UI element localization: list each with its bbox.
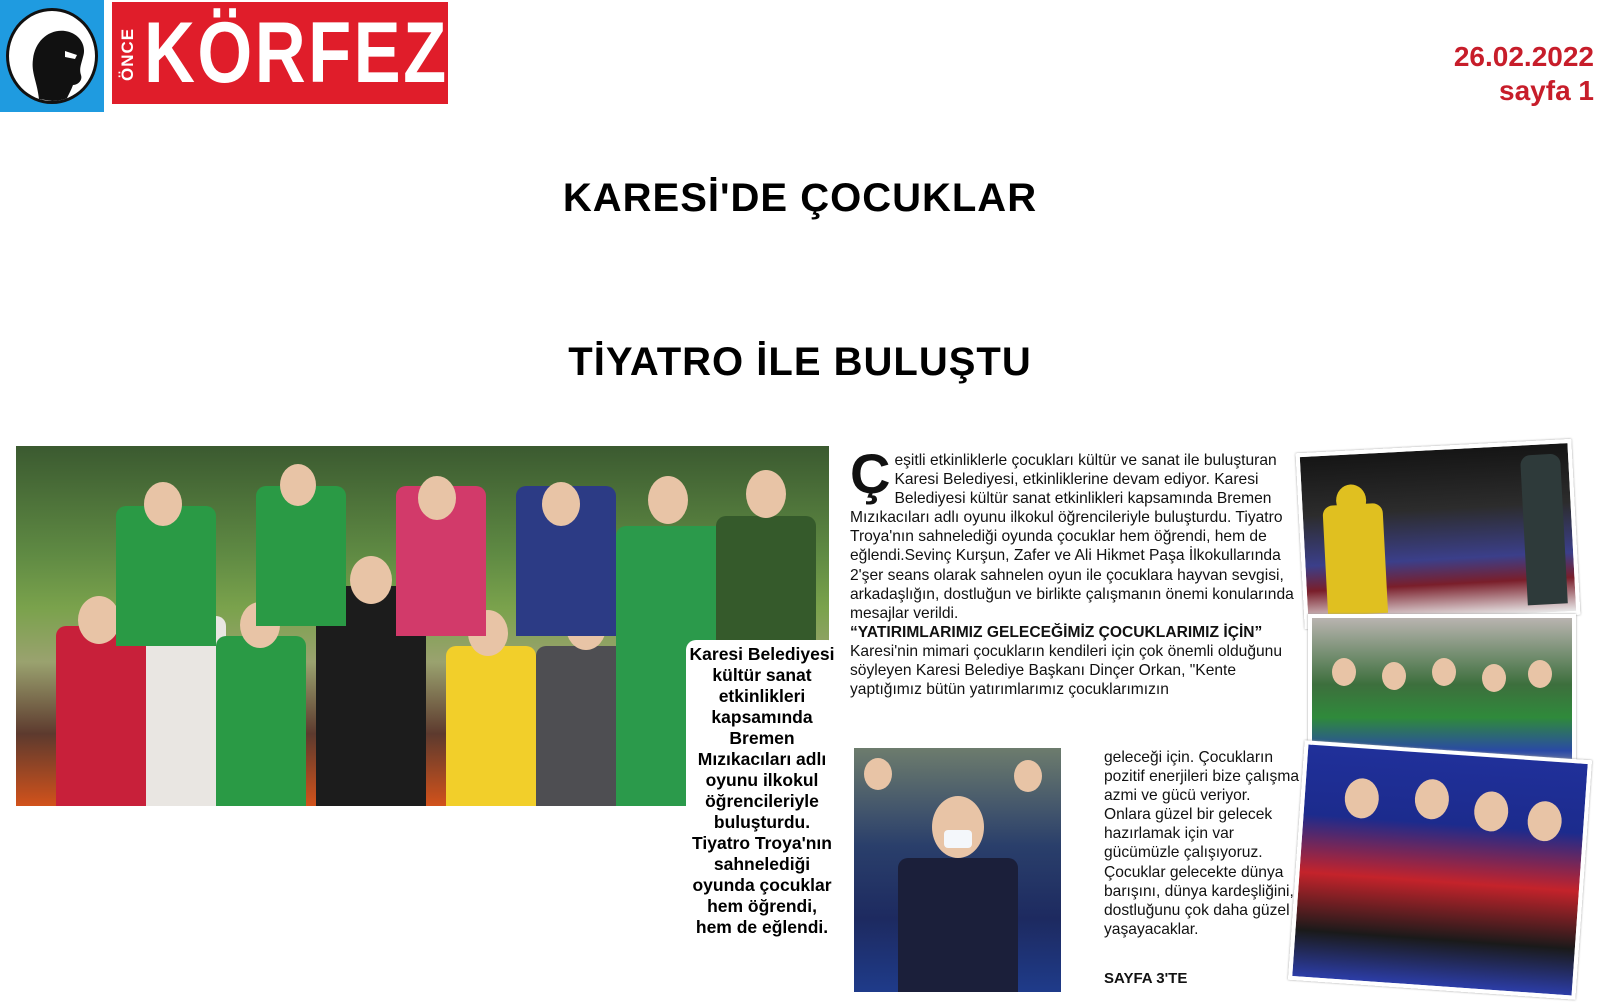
- portrait-icon: [6, 8, 98, 104]
- brand-prefix: ÖNCE: [118, 27, 137, 81]
- issue-date: 26.02.2022: [1453, 41, 1594, 72]
- issue-info: [1334, 40, 1594, 108]
- logo-portrait: [0, 0, 104, 112]
- drop-cap: Ç: [850, 442, 891, 505]
- article-subhead: “YATIRIMLARIMIZ GELECEĞİMİZ ÇOCUKLARIMIZ İÇİN”: [850, 623, 1263, 641]
- brand-name: KÖRFEZ: [144, 5, 449, 101]
- article-paragraph-2-continued: geleceği için. Çocukların pozitif enerjileri bize çalışma azmi ve gücü veriyor. Onlara güzel bir gelecek hazırlamak için var gücümüzle çalışıyoruz. Çocuklar gelecekte dünya barışını, dünya kardeşliğini, dostluğunu çok daha güzel yaşayacaklar.: [1104, 749, 1299, 938]
- logo-brand: [112, 2, 448, 104]
- headline-line-2: TİYATRO İLE BULUŞTU: [568, 340, 1032, 384]
- photo-caption: Karesi Belediyesi kültür sanat etkinlikleri kapsamında Bremen Mızıkacıları adlı oyunu ilkokul öğrencileriyle buluşturdu. Tiyatro Troya'nın sahnelediği oyunda çocuklar hem öğrendi, hem de eğlendi.: [686, 640, 838, 942]
- article-body: [850, 442, 1300, 699]
- headline-line-1: KARESİ'DE ÇOCUKLAR: [562, 176, 1038, 220]
- stage-photo: [1296, 439, 1581, 629]
- article-paragraph-2: Karesi'nin mimari çocukların kendileri için çok önemli olduğunu söyleyen Karesi Belediye Başkanı Dinçer Orkan, "Kente yaptığımız bütün yatırımlarımız çocuklarımızın: [850, 642, 1283, 699]
- inline-photo: [854, 748, 1061, 992]
- page-number: sayfa 1: [1499, 75, 1594, 106]
- seated-children-photo: [1288, 740, 1592, 1000]
- continued-on-page: SAYFA 3'TE: [1104, 970, 1188, 987]
- article-lead: eşitli etkinliklerle çocukları kültür ve sanat ile buluşturan Karesi Belediyesi, etkinliklerine devam ediyor. Karesi Belediyesi kültür sanat etkinlikleri kapsamında Bremen Mızıkacıları adlı oyunu ilkokul öğrencileriyle buluşturdu. Tiyatro Troya'nın sahnelediği oyunda çocuklar hem öğrendi, hem de eğlendi.Sevinç Kurşun, Zafer ve Ali Hikmet Paşa İlkokullarında 2'şer seans olarak sahnelen oyun ile çocuklara hayvan sevgisi, arkadaşlığın, dostluğun ve birlikte çalışmanın önemi konularında mesajlar verildi.: [850, 452, 1294, 622]
